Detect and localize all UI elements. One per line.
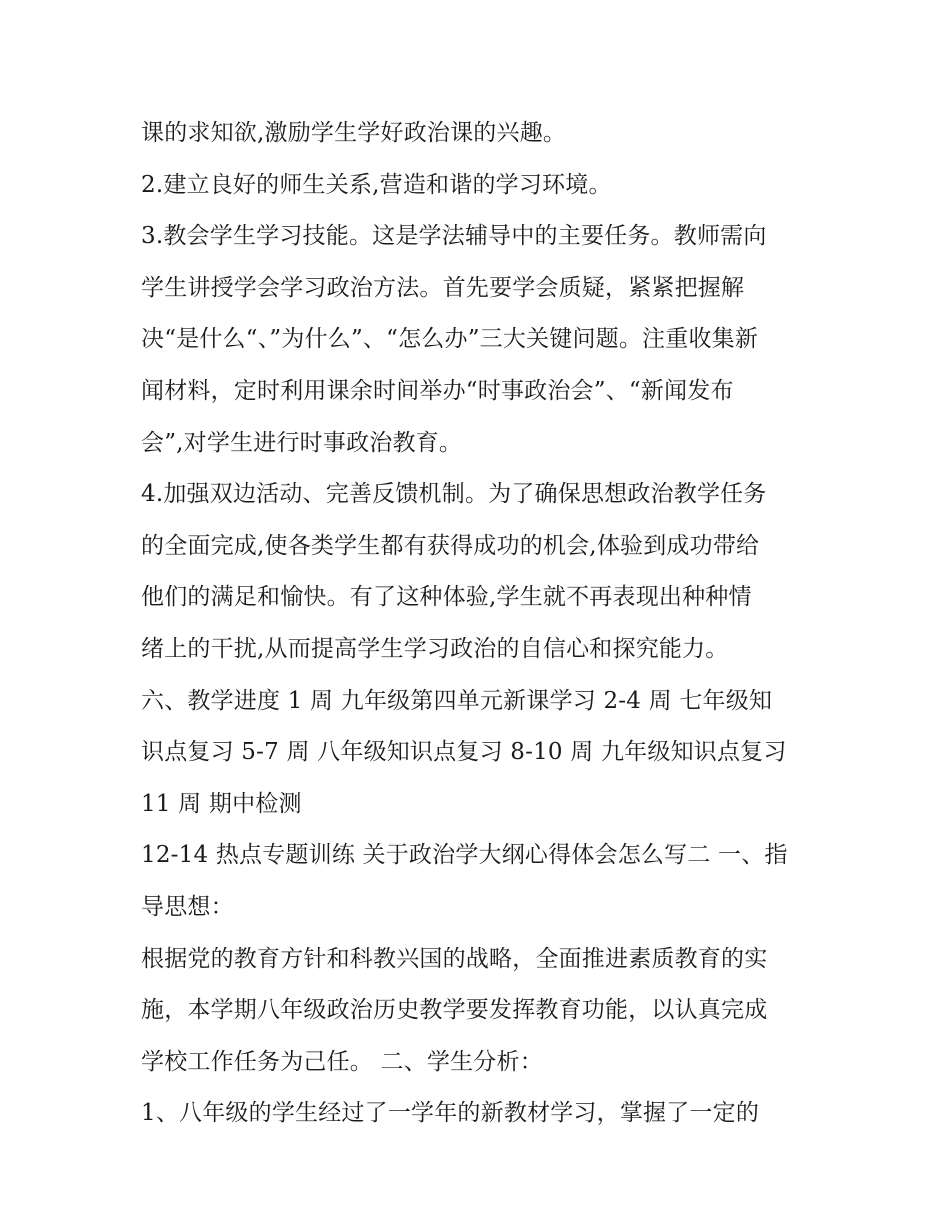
document-body — [141, 108, 821, 1140]
text-line: 3.教会学生学习技能。这是学法辅导中的主要任务。教师需向 — [141, 223, 767, 250]
text-line: 课的求知欲,激励学生学好政治课的兴趣。 — [141, 120, 567, 146]
text-line: 的全面完成,使各类学生都有获得成功的机会,体验到成功带给 — [141, 532, 760, 559]
text-line: 绪上的干扰,从而提高学生学习政治的自信心和探究能力。 — [141, 635, 729, 662]
section-heading-line: 六、教学进度 1 周 九年级第四单元新课学习 2-4 周 七年级知 — [141, 687, 773, 714]
text-line: 4.加强双边活动、完善反馈机制。为了确保思想政治教学任务 — [141, 481, 767, 508]
text-line: 学生讲授学会学习政治方法。首先要学会质疑，紧紧把握解 — [141, 274, 745, 301]
text-line: 他们的满足和愉快。有了这种体验,学生就不再表现出种种情 — [141, 584, 752, 611]
text-line: 1、八年级的学生经过了一学年的新教材学习，掌握了一定的 — [141, 1100, 760, 1127]
text-line: 根据党的教育方针和科教兴国的战略，全面推进素质教育的实 — [141, 945, 768, 972]
text-line: 闻材料，定时利用课余时间举办“时事政治会”、“新闻发布 — [141, 377, 734, 404]
text-line: 会”,对学生进行时事政治教育。 — [141, 429, 463, 456]
text-line: 导思想： — [141, 893, 234, 920]
text-line: 12-14 热点专题训练 关于政治学大纲心得体会怎么写二 一、指 — [141, 842, 788, 869]
text-line: 施，本学期八年级政治历史教学要发挥教育功能，以认真完成 — [141, 997, 768, 1024]
text-line: 学校工作任务为己任。 二、学生分析： — [141, 1048, 543, 1075]
text-line: 决“是什么“、”为什么”、“怎么办”三大关键问题。注重收集新 — [141, 326, 759, 353]
text-line: 识点复习 5-7 周 八年级知识点复习 8-10 周 九年级知识点复习 — [141, 739, 787, 766]
text-line: 2.建立良好的师生关系,营造和谐的学习环境。 — [141, 171, 612, 198]
text-line: 11 周 期中检测 — [141, 790, 302, 817]
